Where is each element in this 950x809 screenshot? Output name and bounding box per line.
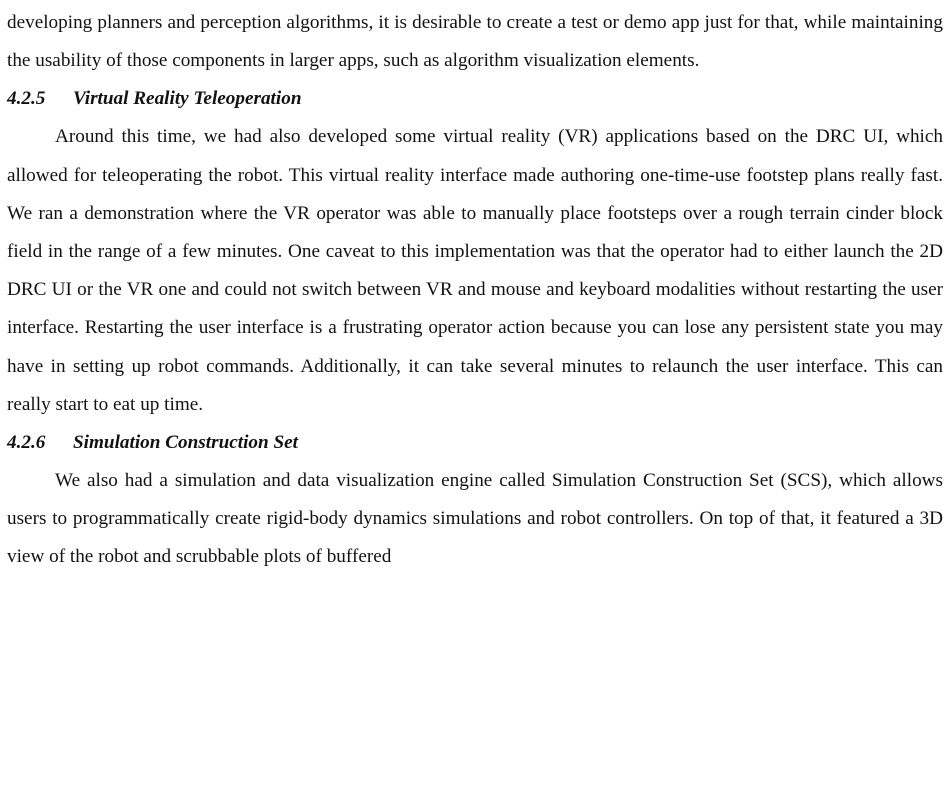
- document-page: [7, 0, 943, 577]
- section-number: 4.2.5: [7, 88, 46, 110]
- section-title: Simulation Construction Set: [73, 432, 299, 454]
- section-title: Virtual Reality Teleoperation: [73, 88, 302, 110]
- section-heading-4-2-6: [7, 424, 943, 462]
- intro-paragraph: developing planners and perception algorithms, it is desirable to create a test or demo app just for that, while maintaining the usability of those components in larger apps, such as algorithm visualization elements.: [7, 12, 943, 72]
- section-paragraph-scs: We also had a simulation and data visualization engine called Simulation Construction Set (SCS), which allows users to programmatically create rigid-body dynamics simulations and robot controllers. On top of that, it featured a 3D view of the robot and scrubbable plots of buffered: [7, 470, 943, 568]
- section-heading-4-2-5: [7, 80, 943, 118]
- section-number: 4.2.6: [7, 432, 46, 454]
- section-paragraph-vr-teleoperation: Around this time, we had also developed some virtual reality (VR) applications based on the DRC UI, which allowed for teleoperating the robot. This virtual reality interface made authoring one-time-use footstep plans really fast. We ran a demonstration where the VR operator was able to manually place footsteps over a rough terrain cinder block field in the range of a few minutes. One caveat to this implementation was that the operator had to either launch the 2D DRC UI or the VR one and could not switch between VR and mouse and keyboard modalities without restarting the user interface. Restarting the user interface is a frustrating operator action because you can lose any persistent state you may have in setting up robot commands. Additionally, it can take several minutes to relaunch the user interface. This can really start to eat up time.: [7, 126, 943, 415]
